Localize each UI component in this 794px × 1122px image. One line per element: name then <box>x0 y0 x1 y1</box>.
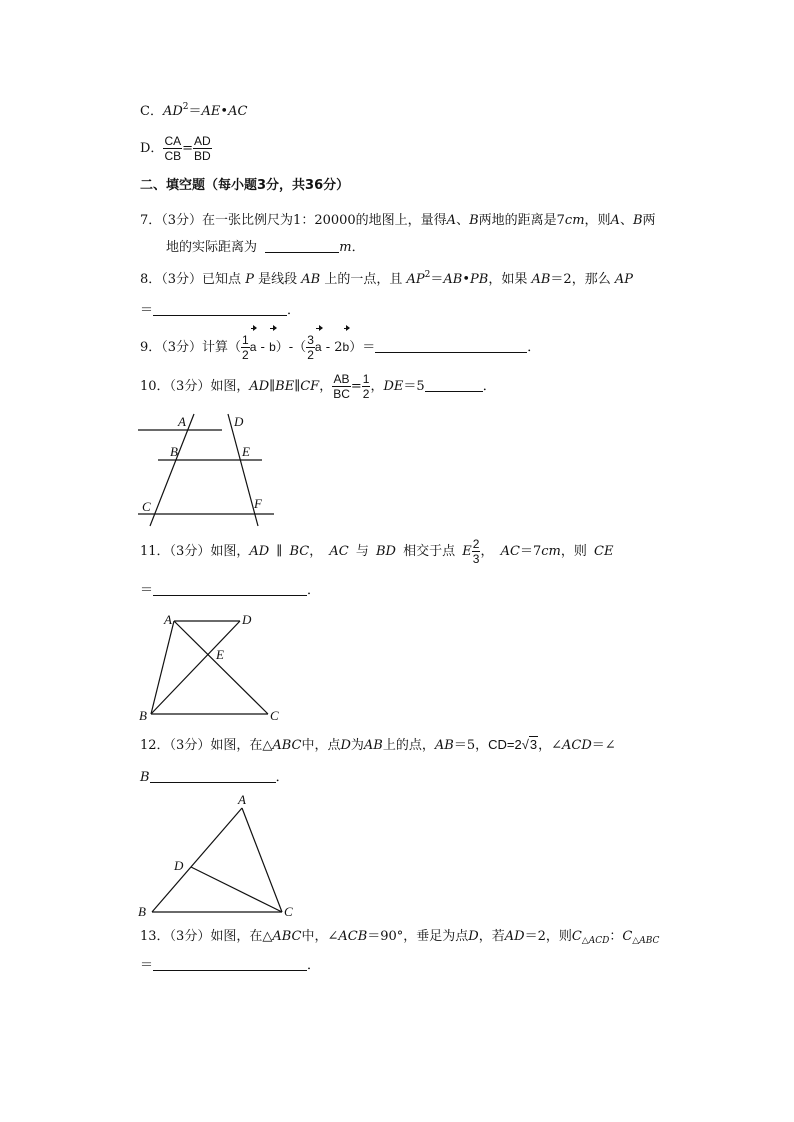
answer-blank[interactable] <box>425 379 483 392</box>
figure-12 <box>136 792 296 922</box>
segment-bd <box>151 621 240 714</box>
question-11-line1: 11．（3分）如图，AD ∥ BC， AC 与 BD 相交于点 E $\frac{2}{3}$ ， AC＝7cm，则 CE <box>140 537 614 566</box>
vector-b: b <box>343 330 350 364</box>
question-8-line2: ＝ ． <box>140 303 301 318</box>
label-a: A <box>164 612 172 627</box>
label-e: E <box>242 444 250 459</box>
label-b: B <box>138 904 146 919</box>
fraction: $\frac{AD}{BD}$ <box>194 134 211 163</box>
label-c: C <box>270 708 279 723</box>
answer-blank[interactable] <box>153 958 307 971</box>
answer-blank[interactable] <box>375 340 527 353</box>
answer-blank[interactable] <box>153 303 287 316</box>
transversal-1 <box>150 414 194 526</box>
label-d: D <box>242 612 252 627</box>
option-c: C．$AD^2=AE•AC$ <box>140 102 248 119</box>
segment-ab <box>151 621 174 714</box>
label-e: E <box>216 647 224 662</box>
question-9: 9．（3分）计算（ $\frac{1}{2}$ a - b）-（ $\frac{3}{2}$ a - 2b）＝ ． <box>140 330 540 365</box>
figure-10 <box>130 408 280 528</box>
label-c: C <box>284 904 293 919</box>
label-a: A <box>238 792 246 807</box>
label-c: C <box>142 499 151 514</box>
segment-cd <box>191 867 282 912</box>
answer-blank[interactable] <box>265 240 339 253</box>
question-10: 10．（3分）如图，AD∥BE∥CF， $\frac{AB}{BC}$ = $\frac{1}{2}$ ，DE＝5 ． <box>140 372 496 401</box>
segment-ab <box>152 808 242 912</box>
question-8-line1: 8．（3分）已知点 P 是线段 AB 上的一点，且 $AP^2=AB•PB$，如果 AB＝2，那么 AP <box>140 270 633 287</box>
vector-a: a <box>250 330 257 364</box>
sqrt-expression: CD=2√3 <box>488 737 538 752</box>
label-b: B <box>170 444 178 459</box>
question-7-line2: 地的实际距离为 m． <box>166 240 365 255</box>
section-heading: 二、填空题（每小题3分，共36分） <box>140 178 350 193</box>
label-d: D <box>234 414 244 429</box>
label-d: D <box>174 858 184 873</box>
vector-b: b <box>269 330 276 364</box>
question-12-line2: B ． <box>140 770 289 785</box>
answer-blank[interactable] <box>150 770 276 783</box>
label-a: A <box>178 414 186 429</box>
answer-blank[interactable] <box>153 583 307 596</box>
question-13-line2: ＝ ． <box>140 958 321 973</box>
fraction: $\frac{CA}{CB}$ <box>164 134 182 163</box>
segment-ac <box>174 621 268 714</box>
figure-11 <box>136 610 286 725</box>
segment-ac <box>242 808 282 912</box>
option-d: D． $\frac{CA}{CB}$ = $\frac{AD}{BD}$ <box>140 134 211 163</box>
question-13-line1: 13．（3分）如图，在△ABC中，∠ACB＝90°，垂足为点D，若AD＝2，则$C_{\triangle ACD}$：$C_{\triangle ABC}$ <box>140 929 660 946</box>
label-b: B <box>139 708 147 723</box>
question-7-line1: 7．（3分）在一张比例尺为1：20000的地图上，量得A、B两地的距离是7cm，则A、B两 <box>140 213 656 228</box>
label-f: F <box>254 496 262 511</box>
question-12-line1: 12．（3分）如图，在△ABC中，点D为AB上的点，AB＝5，CD=2√3，∠ACD＝∠ <box>140 737 616 753</box>
vector-a: a <box>315 330 322 364</box>
question-11-line2: ＝ ． <box>140 583 321 598</box>
